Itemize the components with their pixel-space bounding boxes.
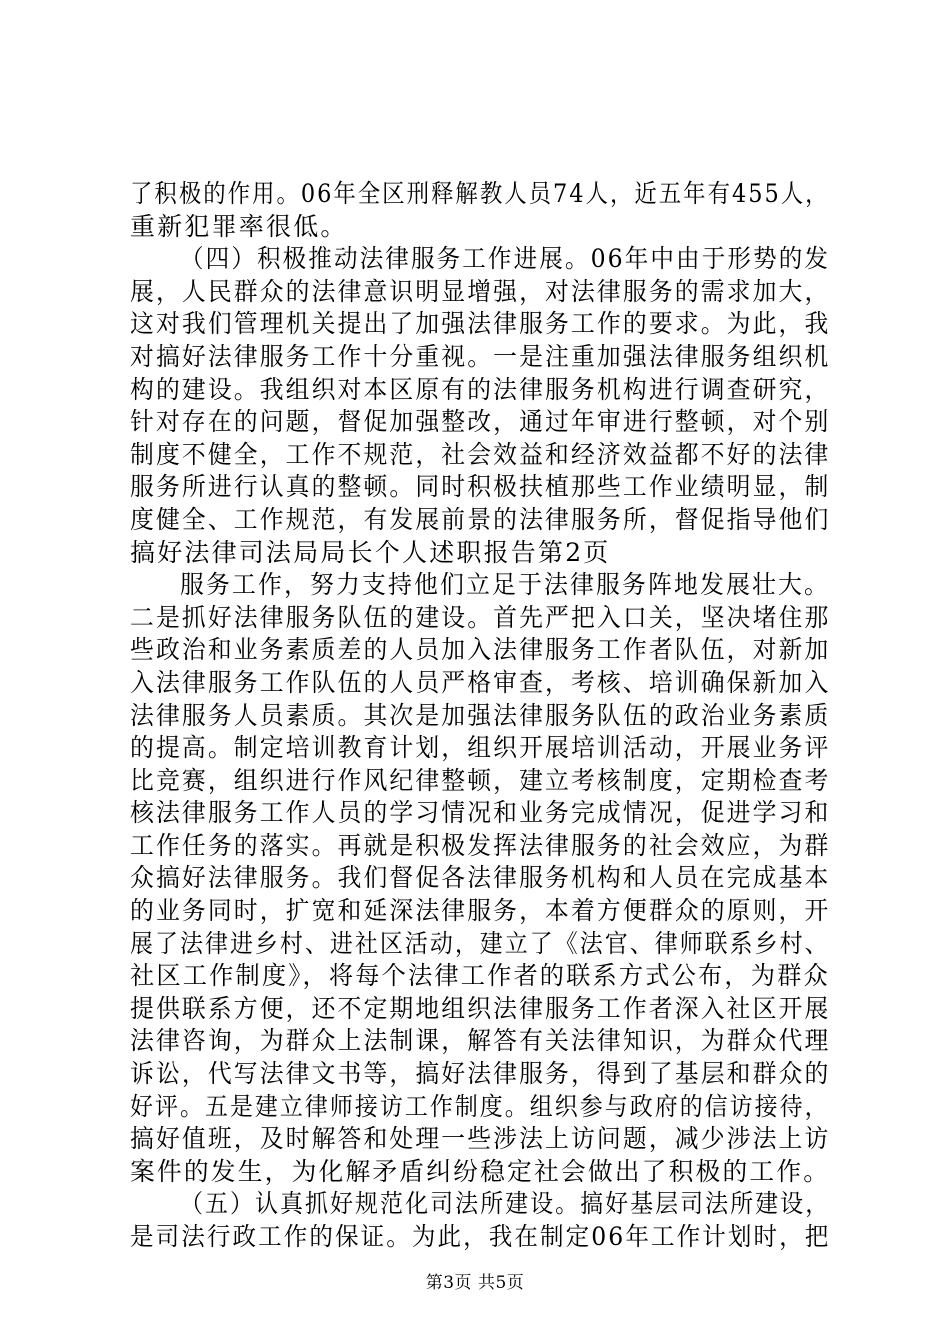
text-line: 的业务同时，扩宽和延深法律服务，本着方便群众的原则，开: [130, 896, 831, 926]
text-line: 二是抓好法律服务队伍的建设。首先严把入口关，坚决堵住那: [130, 602, 831, 632]
text-line: 度健全、工作规范，有发展前景的法律服务所，督促指导他们: [130, 504, 831, 534]
text-line: 案件的发生，为化解矛盾纠纷稳定社会做出了积极的工作。: [130, 1156, 831, 1186]
text-line: 搞好法律司法局局长个人述职报告第2页: [130, 537, 611, 567]
text-line: 服务所进行认真的整顿。同时积极扶植那些工作业绩明显，制: [130, 472, 831, 502]
text-line: 提供联系方便，还不定期地组织法律服务工作者深入社区开展: [130, 993, 831, 1023]
text-line: 核法律服务工作人员的学习情况和业务完成情况，促进学习和: [130, 798, 831, 828]
text-line: 众搞好法律服务。我们督促各法律服务机构和人员在完成基本: [130, 863, 831, 893]
text-line: 的提高。制定培训教育计划，组织开展培训活动，开展业务评: [130, 733, 831, 763]
text-line: 对搞好法律服务工作十分重视。一是注重加强法律服务组织机: [130, 341, 831, 371]
text-line: （五）认真抓好规范化司法所建设。搞好基层司法所建设，: [180, 1189, 831, 1219]
text-line: 展了法律进乡村、进社区活动，建立了《法官、律师联系乡村、: [130, 928, 830, 958]
text-line: 重新犯罪率很低。: [130, 211, 348, 241]
text-line: 制度不健全，工作不规范，社会效益和经济效益都不好的法律: [130, 439, 831, 469]
text-line: （四）积极推动法律服务工作进展。06年中由于形势的发: [180, 244, 831, 274]
text-line: 入法律服务工作队伍的人员严格审查，考核、培训确保新加入: [130, 667, 831, 697]
text-line: 工作任务的落实。再就是积极发挥法律服务的社会效应，为群: [130, 830, 831, 860]
text-line: 搞好值班，及时解答和处理一些涉法上访问题，减少涉法上访: [130, 1124, 831, 1154]
text-line: 针对存在的问题，督促加强整改，通过年审进行整顿，对个别: [130, 407, 831, 437]
text-line: 服务工作，努力支持他们立足于法律服务阵地发展壮大。: [180, 570, 831, 600]
text-line: 社区工作制度》，将每个法律工作者的联系方式公布，为群众: [130, 961, 830, 991]
text-line: 了积极的作用。06年全区刑释解教人员74人，近五年有455人，: [130, 179, 830, 208]
text-line: 比竞赛，组织进行作风纪律整顿，建立考核制度，定期检查考: [130, 765, 831, 795]
text-line: 构的建设。我组织对本区原有的法律服务机构进行调查研究，: [130, 374, 831, 404]
text-line: 展，人民群众的法律意识明显增强，对法律服务的需求加大，: [130, 276, 831, 306]
text-line: 这对我们管理机关提出了加强法律服务工作的要求。为此，我: [130, 309, 831, 339]
text-line: 些政治和业务素质差的人员加入法律服务工作者队伍，对新加: [130, 635, 831, 665]
text-line: 好评。五是建立律师接访工作制度。组织参与政府的信访接待，: [130, 1091, 830, 1121]
text-line: 是司法行政工作的保证。为此，我在制定06年工作计划时，把: [130, 1222, 831, 1251]
page-footer: 第3页 共5页: [425, 1273, 525, 1293]
text-line: 法律咨询，为群众上法制课，解答有关法律知识，为群众代理: [130, 1026, 831, 1056]
text-line: 诉讼，代写法律文书等，搞好法律服务，得到了基层和群众的: [130, 1059, 831, 1089]
body-text: [130, 178, 830, 1254]
text-line: 法律服务人员素质。其次是加强法律服务队伍的政治业务素质: [130, 700, 831, 730]
